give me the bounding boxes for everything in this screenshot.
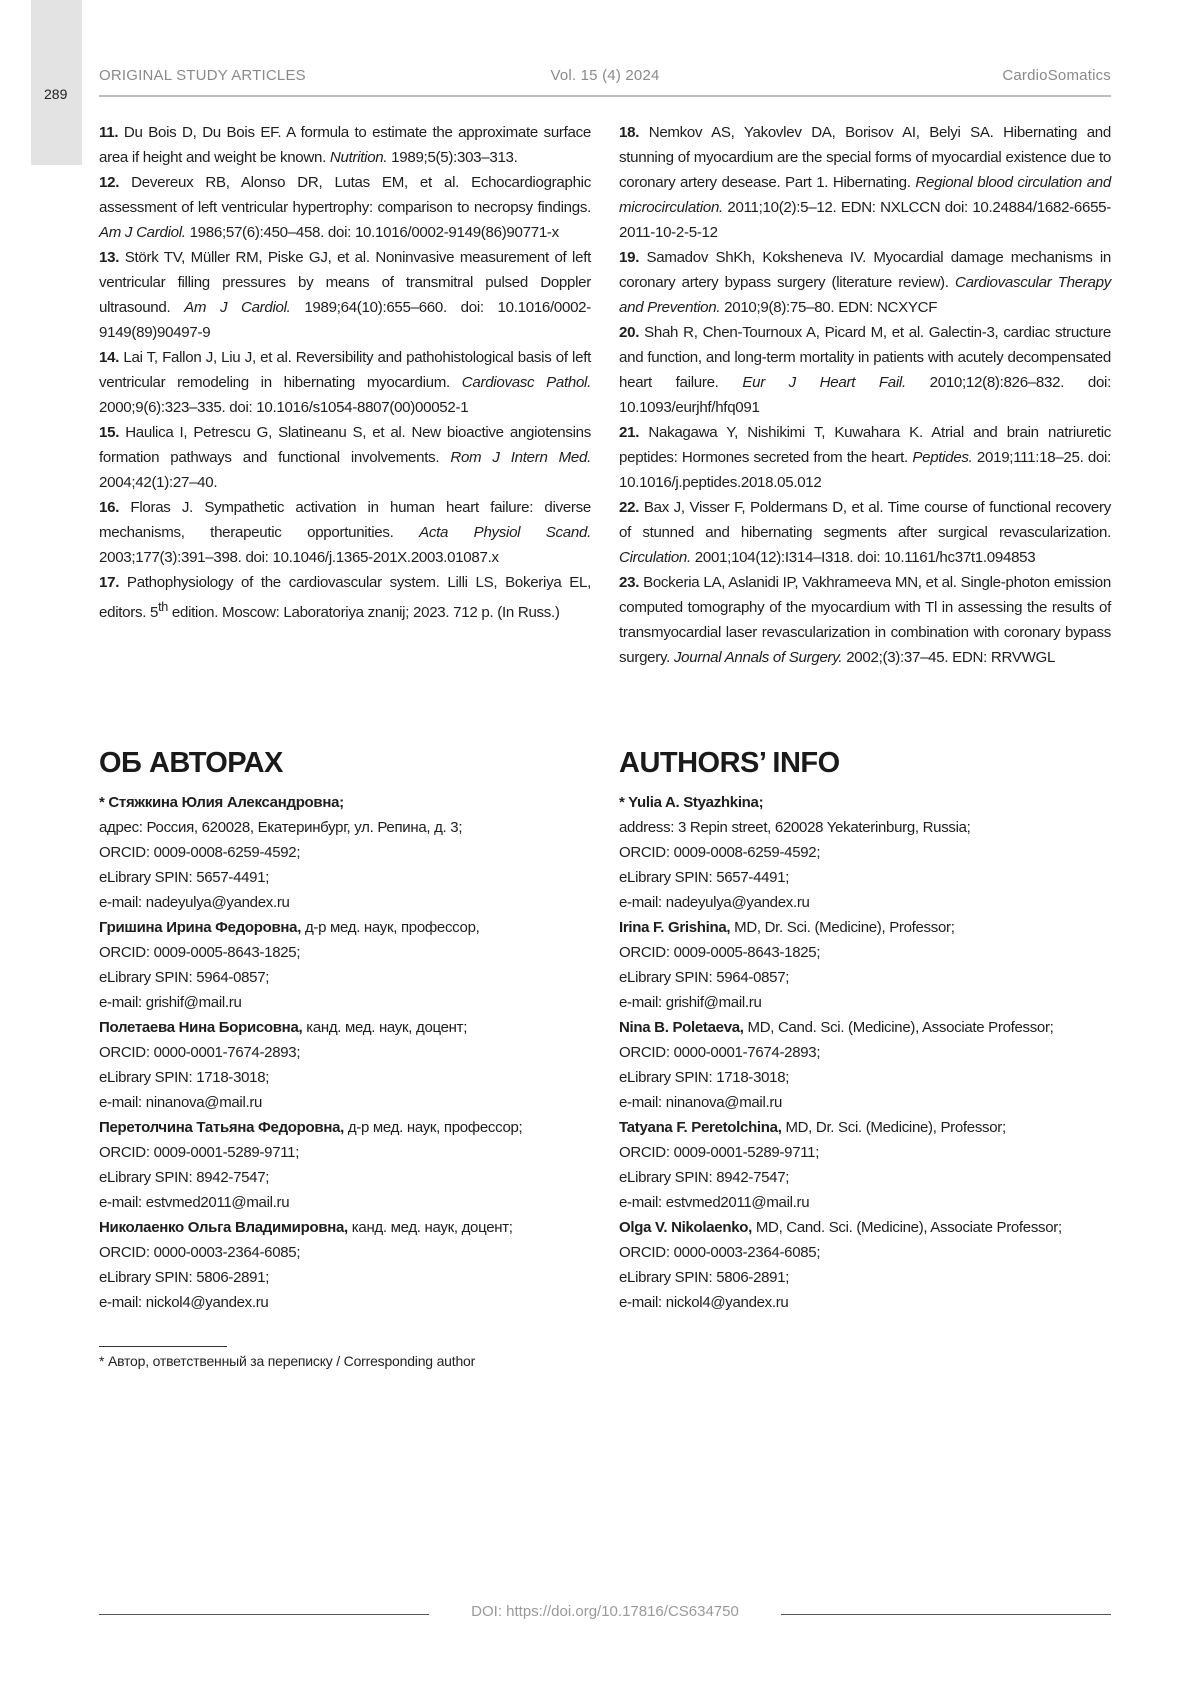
author-email[interactable]: e-mail: grishif@mail.ru bbox=[619, 990, 1111, 1015]
references-left-column bbox=[99, 120, 591, 625]
reference-item: 13. Störk TV, Müller RM, Piske GJ, et al. Noninvasive measurement of left ventricular filling pressures by means of transmitral pulsed Doppler ultrasound. Am J Cardiol. 1989;64(10):655–660. doi: 10.1016/0002-9149(89)90497-9 bbox=[99, 245, 591, 345]
author-entry: Olga V. Nikolaenko, MD, Cand. Sci. (Medicine), Associate Professor; ORCID: 0000-0003-2364-6085; eLibrary SPIN: 5806-2891; e-mail: nickol4@yandex.ru bbox=[619, 1215, 1111, 1315]
authors-ru-section bbox=[99, 746, 591, 1315]
reference-item: 20. Shah R, Chen-Tournoux A, Picard M, et al. Galectin-3, cardiac structure and function, and long-term mortality in patients with acutely decompensated heart failure. Eur J Heart Fail. 2010;12(8):826–832. doi: 10.1093/eurjhf/hfq091 bbox=[619, 320, 1111, 420]
reference-item: 15. Haulica I, Petrescu G, Slatineanu S, et al. New bioactive angiotensins formation pathways and functional involvements. Rom J Intern Med. 2004;42(1):27–40. bbox=[99, 420, 591, 495]
reference-item: 11. Du Bois D, Du Bois EF. A formula to estimate the approximate surface area if height and weight be known. Nutrition. 1989;5(5):303–313. bbox=[99, 120, 591, 170]
author-entry: Полетаева Нина Борисовна, канд. мед. наук, доцент; ORCID: 0000-0001-7674-2893; eLibrary SPIN: 1718-3018; e-mail: ninanova@mail.ru bbox=[99, 1015, 591, 1115]
author-entry: Перетолчина Татьяна Федоровна, д-р мед. наук, профессор; ORCID: 0009-0001-5289-9711; eLibrary SPIN: 8942-7547; e-mail: estvmed2011@mail.ru bbox=[99, 1115, 591, 1215]
authors-en-section bbox=[619, 746, 1111, 1315]
reference-item: 12. Devereux RB, Alonso DR, Lutas EM, et al. Echocardiographic assessment of left ventricular hypertrophy: comparison to necropsy findings. Am J Cardiol. 1986;57(6):450–458. doi: 10.1016/0002-9149(86)90771-x bbox=[99, 170, 591, 245]
reference-item: 14. Lai T, Fallon J, Liu J, et al. Reversibility and pathohistological basis of left ventricular remodeling in hibernating myocardium. Cardiovasc Pathol. 2000;9(6):323–335. doi: 10.1016/s1054-8807(00)00052-1 bbox=[99, 345, 591, 420]
author-entry: Irina F. Grishina, MD, Dr. Sci. (Medicine), Professor; ORCID: 0009-0005-8643-1825; eLibrary SPIN: 5964-0857; e-mail: grishif@mail.ru bbox=[619, 915, 1111, 1015]
author-email[interactable]: e-mail: ninanova@mail.ru bbox=[619, 1090, 1111, 1115]
author-entry: Гришина Ирина Федоровна, д-р мед. наук, профессор, ORCID: 0009-0005-8643-1825; eLibrary SPIN: 5964-0857; e-mail: grishif@mail.ru bbox=[99, 915, 591, 1015]
authors-en-title: AUTHORS’ INFO bbox=[619, 746, 1111, 780]
reference-item: 17. Pathophysiology of the cardiovascular system. Lilli LS, Bokeriya EL, editors. 5th edition. Moscow: Laboratoriya znanij; 2023. 712 p. (In Russ.) bbox=[99, 570, 591, 625]
author-email[interactable]: e-mail: estvmed2011@mail.ru bbox=[99, 1190, 591, 1215]
author-entry: Tatyana F. Peretolchina, MD, Dr. Sci. (Medicine), Professor; ORCID: 0009-0001-5289-9711; eLibrary SPIN: 8942-7547; e-mail: estvmed2011@mail.ru bbox=[619, 1115, 1111, 1215]
author-entry: * Yulia A. Styazhkina; address: 3 Repin street, 620028 Yekaterinburg, Russia; ORCID: 0009-0008-6259-4592; eLibrary SPIN: 5657-4491; e-mail: nadeyulya@yandex.ru bbox=[619, 790, 1111, 915]
footnote-divider bbox=[99, 1346, 227, 1347]
author-email[interactable]: e-mail: ninanova@mail.ru bbox=[99, 1090, 591, 1115]
running-header bbox=[99, 67, 1111, 97]
authors-ru-title: ОБ АВТОРАХ bbox=[99, 746, 591, 780]
footer-rule-right bbox=[781, 1614, 1111, 1615]
page-margin-tab bbox=[31, 0, 82, 165]
doi-footer bbox=[99, 1603, 1111, 1625]
reference-item: 21. Nakagawa Y, Nishikimi T, Kuwahara K. Atrial and brain natriuretic peptides: Hormones secreted from the heart. Peptides. 2019;111:18–25. doi: 10.1016/j.peptides.2018.05.012 bbox=[619, 420, 1111, 495]
reference-item: 19. Samadov ShKh, Koksheneva IV. Myocardial damage mechanisms in coronary artery bypass surgery (literature review). Cardiovascular Therapy and Prevention. 2010;9(8):75–80. EDN: NCXYCF bbox=[619, 245, 1111, 320]
doi-link[interactable]: DOI: https://doi.org/10.17816/CS634750 bbox=[99, 1603, 1111, 1620]
volume-label: Vol. 15 (4) 2024 bbox=[99, 67, 1111, 84]
author-entry: Nina B. Poletaeva, MD, Cand. Sci. (Medicine), Associate Professor; ORCID: 0000-0001-7674-2893; eLibrary SPIN: 1718-3018; e-mail: ninanova@mail.ru bbox=[619, 1015, 1111, 1115]
page-number: 289 bbox=[44, 86, 67, 102]
author-email[interactable]: e-mail: nickol4@yandex.ru bbox=[619, 1290, 1111, 1315]
author-entry: * Стяжкина Юлия Александровна; адрес: Россия, 620028, Екатеринбург, ул. Репина, д. 3; ORCID: 0009-0008-6259-4592; eLibrary SPIN: 5657-4491; e-mail: nadeyulya@yandex.ru bbox=[99, 790, 591, 915]
reference-item: 23. Bockeria LA, Aslanidi IP, Vakhrameeva MN, et al. Single-photon emission computed tomography of the myocardium with Tl in assessing the results of transmyocardial laser revascularization in combination with coronary bypass surgery. Journal Annals of Surgery. 2002;(3):37–45. EDN: RRVWGL bbox=[619, 570, 1111, 670]
reference-item: 16. Floras J. Sympathetic activation in human heart failure: diverse mechanisms, therapeutic opportunities. Acta Physiol Scand. 2003;177(3):391–398. doi: 10.1046/j.1365-201X.2003.01087.x bbox=[99, 495, 591, 570]
author-email[interactable]: e-mail: nickol4@yandex.ru bbox=[99, 1290, 591, 1315]
references-right-column bbox=[619, 120, 1111, 670]
author-email[interactable]: e-mail: nadeyulya@yandex.ru bbox=[99, 890, 591, 915]
author-email[interactable]: e-mail: estvmed2011@mail.ru bbox=[619, 1190, 1111, 1215]
reference-item: 22. Bax J, Visser F, Poldermans D, et al. Time course of functional recovery of stunned and hibernating segments after surgical revascularization. Circulation. 2001;104(12):I314–I318. doi: 10.1161/hc37t1.094853 bbox=[619, 495, 1111, 570]
section-label: ORIGINAL STUDY ARTICLES bbox=[99, 67, 306, 84]
author-email[interactable]: e-mail: grishif@mail.ru bbox=[99, 990, 591, 1015]
reference-item: 18. Nemkov AS, Yakovlev DA, Borisov AI, Belyi SA. Hibernating and stunning of myocardium are the special forms of myocardial existence due to coronary artery desease. Part 1. Hibernating. Regional blood circulation and microcirculation. 2011;10(2):5–12. EDN: NXLCCN doi: 10.24884/1682-6655-2011-10-2-5-12 bbox=[619, 120, 1111, 245]
author-email[interactable]: e-mail: nadeyulya@yandex.ru bbox=[619, 890, 1111, 915]
corresponding-author-footnote: * Автор, ответственный за переписку / Corresponding author bbox=[99, 1353, 475, 1369]
author-entry: Николаенко Ольга Владимировна, канд. мед. наук, доцент; ORCID: 0000-0003-2364-6085; eLibrary SPIN: 5806-2891; e-mail: nickol4@yandex.ru bbox=[99, 1215, 591, 1315]
journal-name: CardioSomatics bbox=[1002, 67, 1111, 84]
